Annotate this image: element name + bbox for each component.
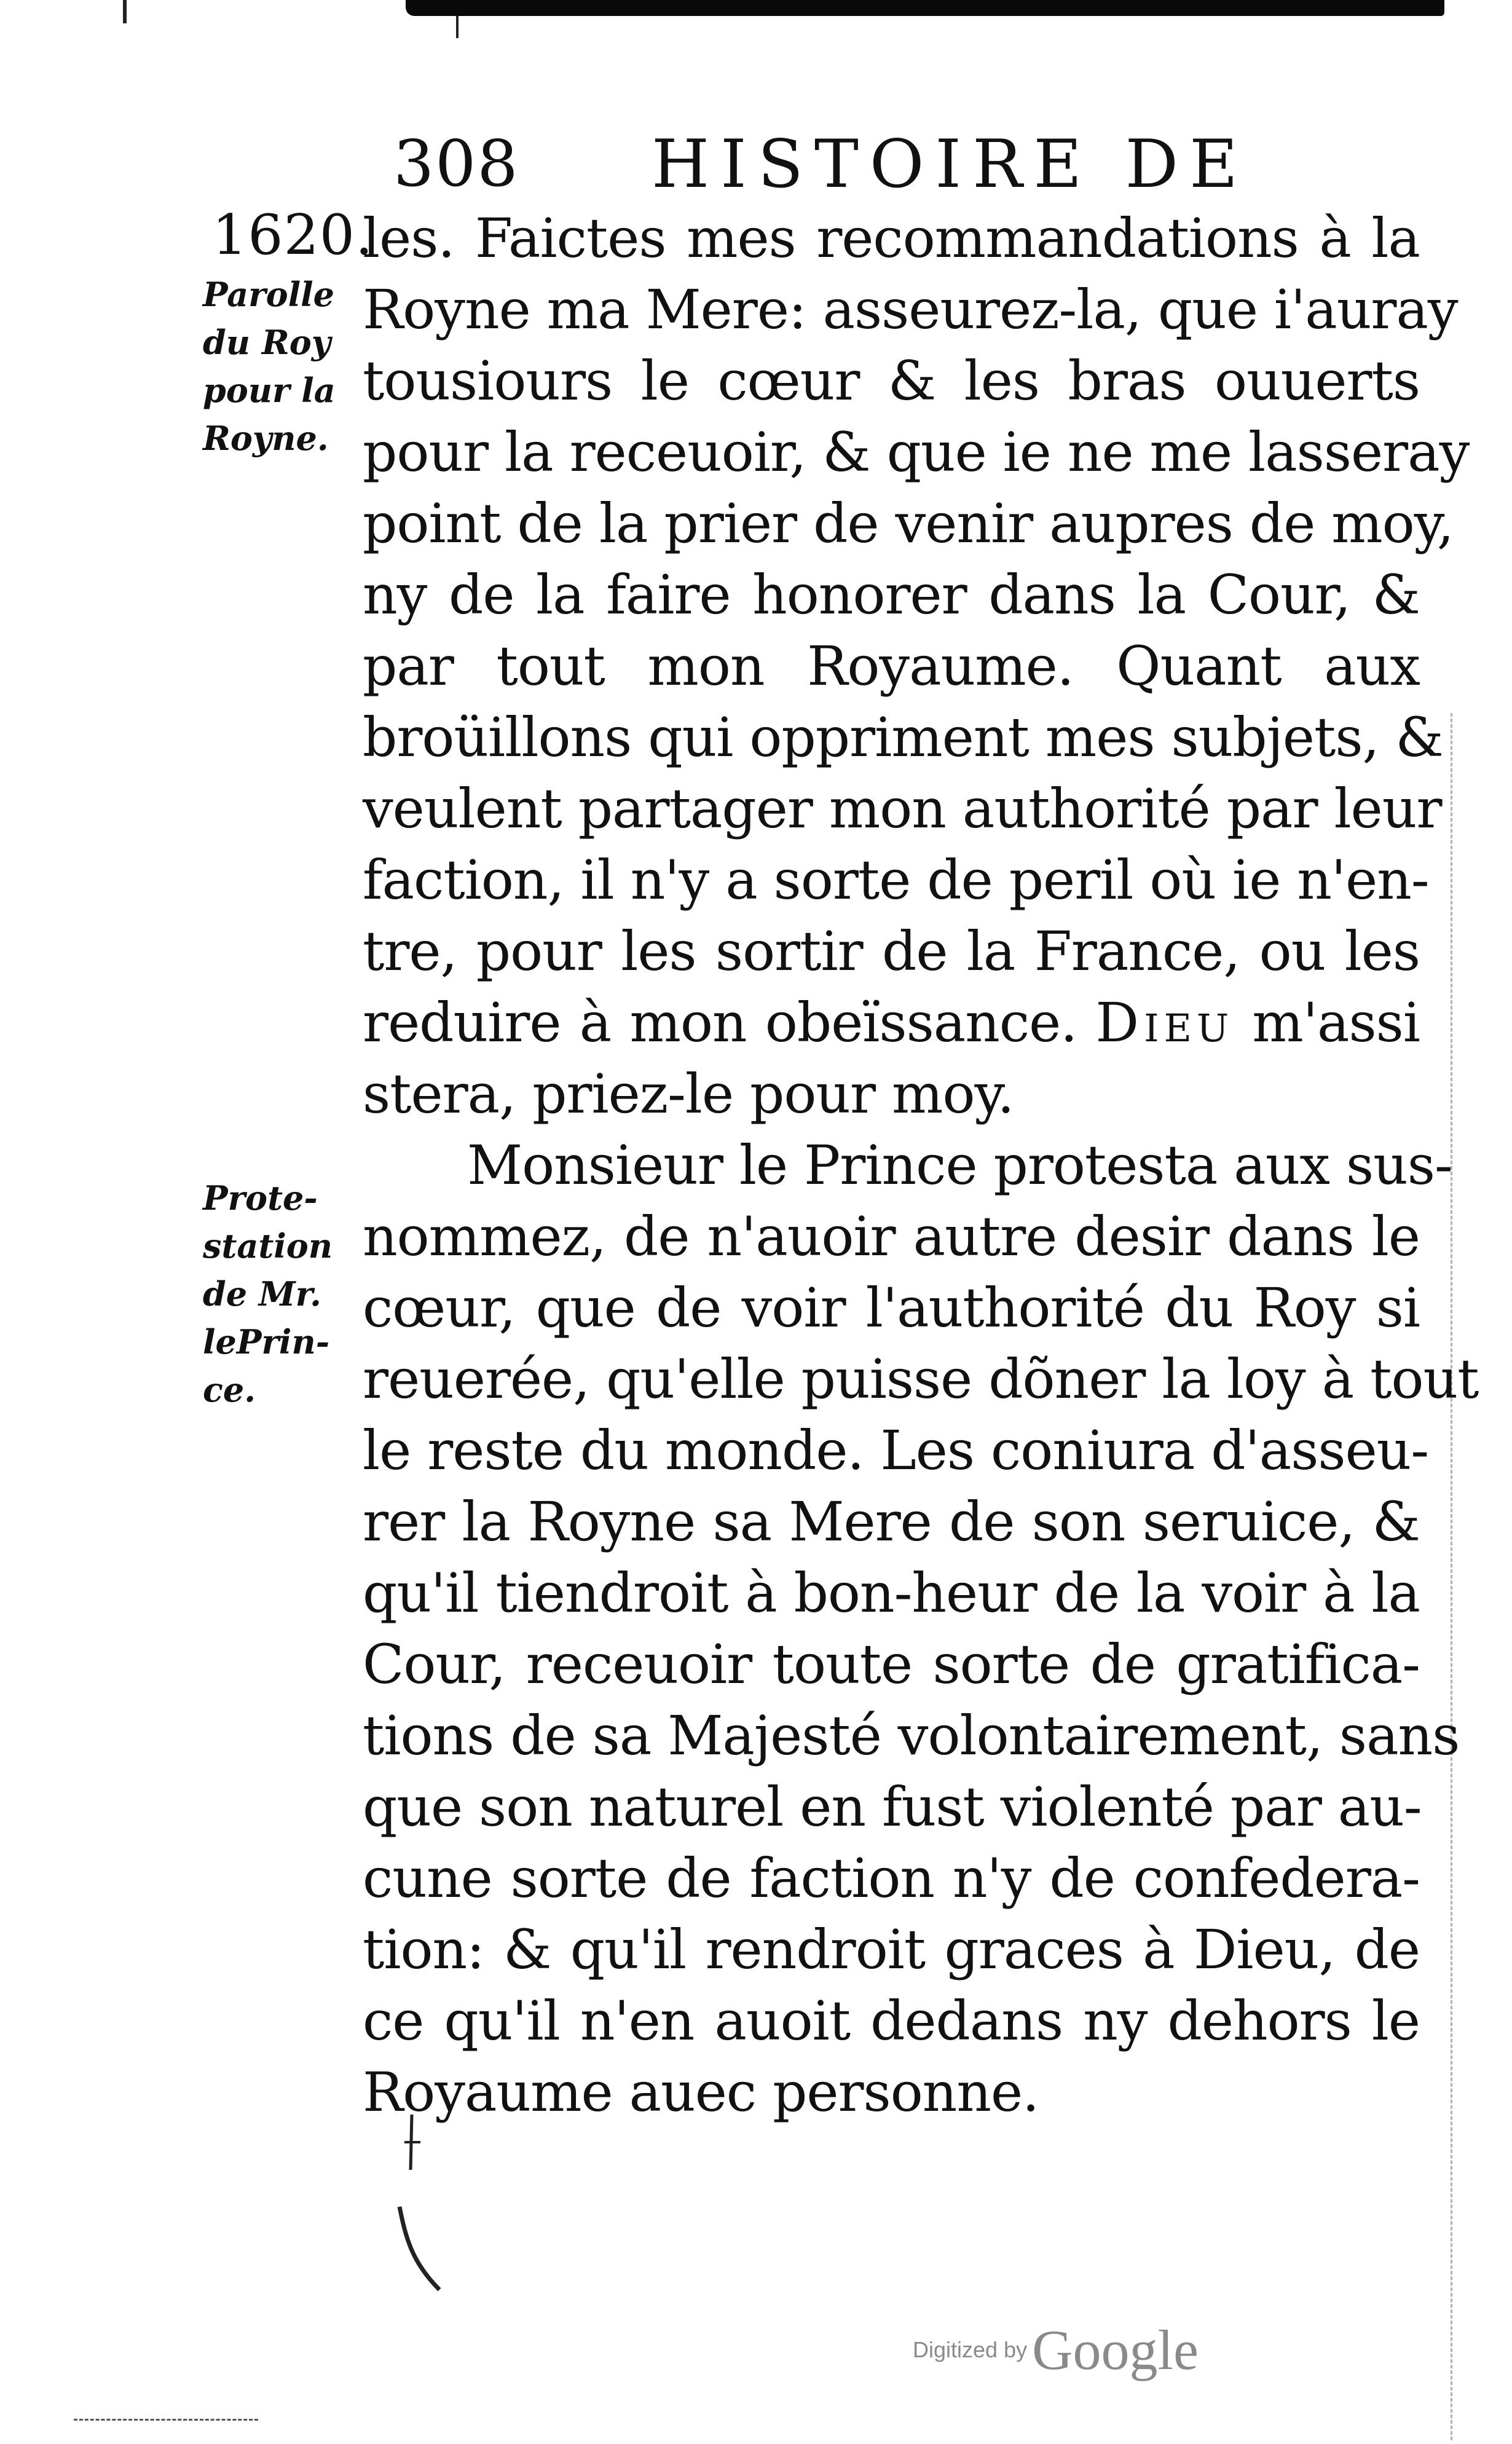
- margin-note-line: du Roy: [203, 323, 331, 362]
- margin-note-line: station: [203, 1226, 333, 1266]
- text-line: veulent partager mon authorité par leur: [363, 777, 1442, 840]
- margin-year: 1620.: [212, 203, 374, 267]
- page-edge-tick: [456, 16, 459, 38]
- text-fragment: m'assi: [1252, 991, 1420, 1054]
- text-line: Cour, receuoir toute sorte de gratifica-: [363, 1633, 1420, 1696]
- text-line: Royne ma Mere: asseurez-la, que i'auray: [363, 278, 1458, 341]
- text-line: nommez, de n'auoir autre desir dans le: [363, 1205, 1420, 1268]
- text-line: faction, il n'y a sorte de peril où ie n'en-: [363, 848, 1429, 912]
- text-line: qu'il tiendroit à bon-heur de la voir à la: [363, 1561, 1420, 1625]
- page-header: [393, 126, 1285, 203]
- text-line: le reste du monde. Les coniura d'asseu-: [363, 1419, 1429, 1482]
- text-line: stera, priez-le pour moy.: [363, 1062, 1014, 1125]
- margin-note-line: Prote-: [203, 1178, 318, 1218]
- text-line: [363, 987, 1420, 1058]
- text-line: ce qu'il n'en auoit dedans ny dehors le: [363, 1989, 1420, 2052]
- text-line: rer la Royne sa Mere de son seruice, &: [363, 1490, 1420, 1553]
- text-line: point de la prier de venir aupres de moy,: [363, 492, 1454, 555]
- dieu-small-caps: Dieu: [1095, 991, 1234, 1054]
- text-line: tre, pour les sortir de la France, ou les: [363, 920, 1420, 983]
- text-line: les. Faictes mes recommandations à la: [363, 207, 1420, 270]
- text-line: ny de la faire honorer dans la Cour, &: [363, 563, 1420, 626]
- margin-note-line: pour la: [203, 371, 336, 410]
- text-line: tions de sa Majesté volontairement, sans: [363, 1704, 1460, 1767]
- text-line: reuerée, qu'elle puisse dõner la loy à tout: [363, 1347, 1479, 1411]
- running-title: HISTOIRE DE: [652, 126, 1249, 203]
- margin-note-line: lePrin-: [203, 1322, 330, 1362]
- body-text: [363, 203, 1479, 2128]
- margin-note-line: Parolle: [203, 275, 334, 314]
- text-line: Royaume auec personne.: [363, 2060, 1039, 2124]
- google-logo: Google: [1032, 2319, 1199, 2381]
- text-line: cune sorte de faction n'y de confedera-: [363, 1847, 1420, 1910]
- bottom-dashes: [74, 2419, 258, 2421]
- text-line: broüillons qui oppriment mes subjets, &: [363, 706, 1443, 769]
- margin-note-parolle: [203, 270, 369, 462]
- text-line: par tout mon Royaume. Quant aux: [363, 634, 1420, 698]
- margin-note-protestation: [203, 1174, 369, 1414]
- text-line: tousiours le cœur & les bras ouuerts: [363, 349, 1420, 412]
- text-line: tion: & qu'il rendroit graces à Dieu, de: [363, 1918, 1420, 1981]
- ink-marks: [381, 2115, 455, 2299]
- digitized-watermark: [913, 2317, 1199, 2383]
- text-line: cœur, que de voir l'authorité du Roy si: [363, 1276, 1420, 1339]
- page-top-shadow: [406, 0, 1444, 16]
- page-edge-mark: [123, 0, 127, 23]
- text-line: que son naturel en fust violenté par au-: [363, 1775, 1422, 1839]
- text-line: pour la receuoir, & que ie ne me lasseray: [363, 420, 1470, 484]
- margin-note-line: ce.: [203, 1370, 256, 1409]
- watermark-prefix: Digitized by: [913, 2337, 1028, 2362]
- text-fragment: reduire à mon obeïssance.: [363, 991, 1077, 1054]
- page-fold-line: [1451, 713, 1454, 2440]
- margin-note-line: Royne.: [203, 419, 329, 458]
- margin-note-line: de Mr.: [203, 1274, 321, 1314]
- page-number: 308: [393, 126, 519, 201]
- text-line: Monsieur le Prince protesta aux sus-: [467, 1133, 1452, 1197]
